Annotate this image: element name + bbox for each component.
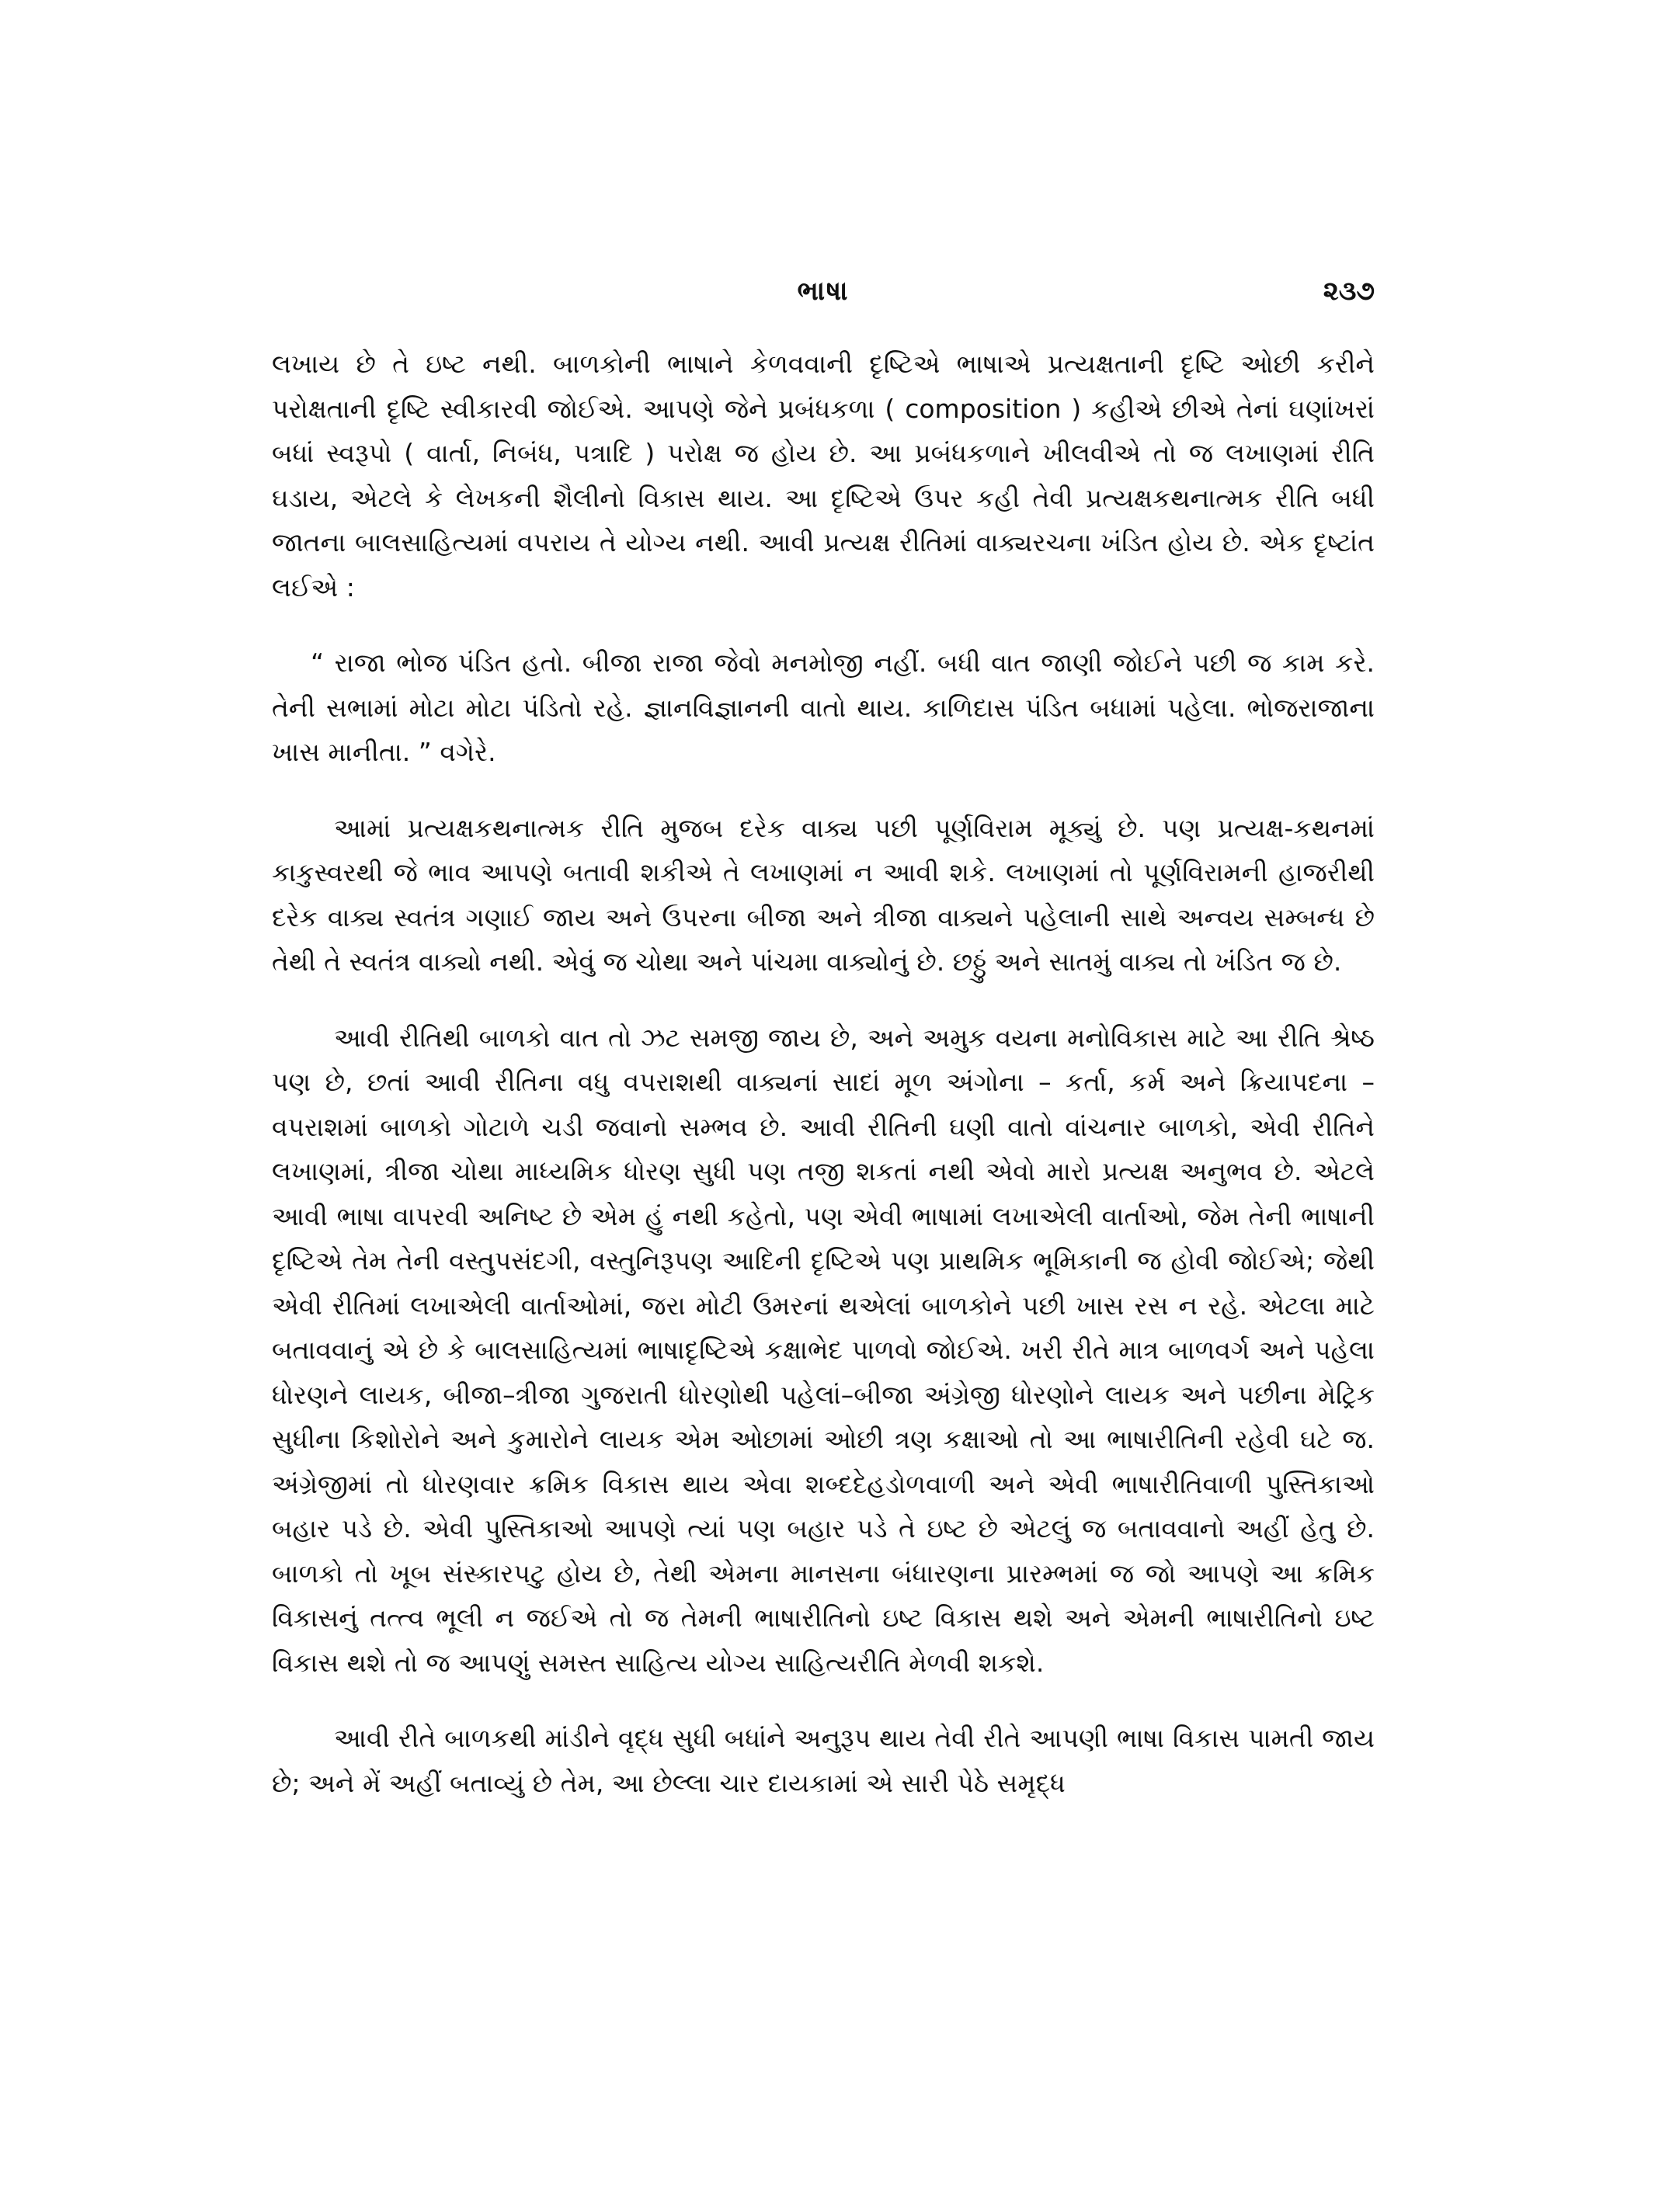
paragraph-4: આવી રીતિથી બાળકો વાત તો ઝટ સમજી જાય છે, અને અમુક વયના મનોવિકાસ માટે આ રીતિ શ્રેષ્ઠ પણ છે, છતાં આવી રીતિના વધુ વપરાશથી વાક્યનાં સાદાં મૂળ અંગોના – કર્તા, કર્મ અને ક્રિયાપદના – વપરાશમાં બાળકો ગોટાળે ચડી જવાનો સમ્ભવ છે. આવી રીતિની ઘણી વાતો વાંચનાર બાળકો, એવી રીતિને લખાણમાં, ત્રીજા ચોથા માધ્યમિક ધોરણ સુધી પણ તજી શકતાં નથી એવો મારો પ્રત્યક્ષ અનુભવ છે. એટલે આવી ભાષા વાપરવી અનિષ્ટ છે એમ હું નથી કહેતો, પણ એવી ભાષામાં લખાએલી વાર્તાઓ, જેમ તેની ભાષાની દૃષ્ટિએ તેમ તેની વસ્તુપસંદગી, વસ્તુનિરૂપણ આદિની દૃષ્ટિએ પણ પ્રાથમિક ભૂમિકાની જ હોવી જોઈએ; જેથી એવી રીતિમાં લખાએલી વાર્તાઓમાં, જરા મોટી ઉમરનાં થએલાં બાળકોને પછી ખાસ રસ ન રહે. એટલા માટે બતાવવાનું એ છે કે બાલસાહિત્યમાં ભાષાદૃષ્ટિએ કક્ષાભેદ પાળવો જોઈએ. ખરી રીતે માત્ર બાળવર્ગ અને પહેલા ધોરણને લાયક, બીજા–ત્રીજા ગુજરાતી ધોરણોથી પહેલાં–બીજા અંગ્રેજી ધોરણોને લાયક અને પછીના મેટ્રિક સુધીના કિશોરોને અને કુમારોને લાયક એમ ઓછામાં ઓછી ત્રણ કક્ષાઓ તો આ ભાષારીતિની રહેવી ઘટે જ. અંગ્રેજીમાં તો ધોરણવાર ક્રમિક વિકાસ થાય એવા શબ્દદેહડોળવાળી અને એવી ભાષારીતિવાળી પુસ્તિકાઓ બહાર પડે છે. એવી પુસ્તિકાઓ આપણે ત્યાં પણ બહાર પડે તે ઇષ્ટ છે એટલું જ બતાવવાનો અહીં હેતુ છે. બાળકો તો ખૂબ સંસ્કારપટુ હોય છે, તેથી એમના માનસના બંધારણના પ્રારમ્ભમાં જ જો આપણે આ ક્રમિક વિકાસનું તત્ત્વ ભૂલી ન જઈએ તો જ તેમની ભાષારીતિનો ઇષ્ટ વિકાસ થશે અને એમની ભાષારીતિનો ઇષ્ટ વિકાસ થશે તો જ આપણું સમસ્ત સાહિત્ય યોગ્ય સાહિત્યરીતિ મેળવી શકશે. bbox=[272, 1022, 1375, 1678]
running-title: ભાષા bbox=[797, 276, 850, 307]
page-body bbox=[272, 342, 1375, 1836]
paragraph-5: આવી રીતે બાળકથી માંડીને વૃદ્ધ સુધી બધાંને અનુરૂપ થાય તેવી રીતે આપણી ભાષા વિકાસ પામતી જાય છે; અને મેં અહીં બતાવ્યું છે તેમ, આ છેલ્લા ચાર દાયકામાં એ સારી પેઠે સમૃદ્ધ bbox=[272, 1723, 1375, 1798]
page-number: ૨૩૭ bbox=[1323, 276, 1375, 307]
quotation-paragraph: “ રાજા ભોજ પંડિત હતો. બીજા રાજા જેવો મનમોજી નહીં. બધી વાત જાણી જોઈને પછી જ કામ કરે. તેની સભામાં મોટા મોટા પંડિતો રહે. જ્ઞાનવિજ્ઞાનની વાતો થાય. કાળિદાસ પંડિત બધામાં પહેલા. ભોજરાજાના ખાસ માનીતા. ” વગેરે. bbox=[272, 648, 1375, 767]
paragraph-3: આમાં પ્રત્યક્ષકથનાત્મક રીતિ મુજબ દરેક વાક્ય પછી પૂર્ણવિરામ મૂક્યું છે. પણ પ્રત્યક્ષ-કથનમાં કાકુસ્વરથી જે ભાવ આપણે બતાવી શકીએ તે લખાણમાં ન આવી શકે. લખાણમાં તો પૂર્ણવિરામની હાજરીથી દરેક વાક્ય સ્વતંત્ર ગણાઈ જાય અને ઉપરના બીજા અને ત્રીજા વાક્યને પહેલાની સાથે અન્વય સમ્બન્ધ છે તેથી તે સ્વતંત્ર વાક્યો નથી. એવું જ ચોથા અને પાંચમા વાક્યોનું છે. છઠ્ઠું અને સાતમું વાક્ય તો ખંડિત જ છે. bbox=[272, 812, 1375, 977]
paragraph-1: લખાય છે તે ઇષ્ટ નથી. બાળકોની ભાષાને કેળવવાની દૃષ્ટિએ ભાષાએ પ્રત્યક્ષતાની દૃષ્ટિ ઓછી કરીને પરોક્ષતાની દૃષ્ટિ સ્વીકારવી જોઈએ. આપણે જેને પ્રબંધકળા ( composition ) કહીએ છીએ તેનાં ઘણાંખરાં બધાં સ્વરૂપો ( વાર્તા, નિબંધ, પત્રાદિ ) પરોક્ષ જ હોય છે. આ પ્રબંધકળાને ખીલવીએ તો જ લખાણમાં રીતિ ઘડાય, એટલે કે લેખકની શૈલીનો વિકાસ થાય. આ દૃષ્ટિએ ઉપર કહી તેવી પ્રત્યક્ષકથનાત્મક રીતિ બધી જાતના બાલસાહિત્યમાં વપરાય તે યોગ્ય નથી. આવી પ્રત્યક્ષ રીતિમાં વાક્યરચના ખંડિત હોય છે. એક દૃષ્ટાંત લઈએ : bbox=[272, 349, 1375, 602]
page-header bbox=[272, 276, 1375, 322]
